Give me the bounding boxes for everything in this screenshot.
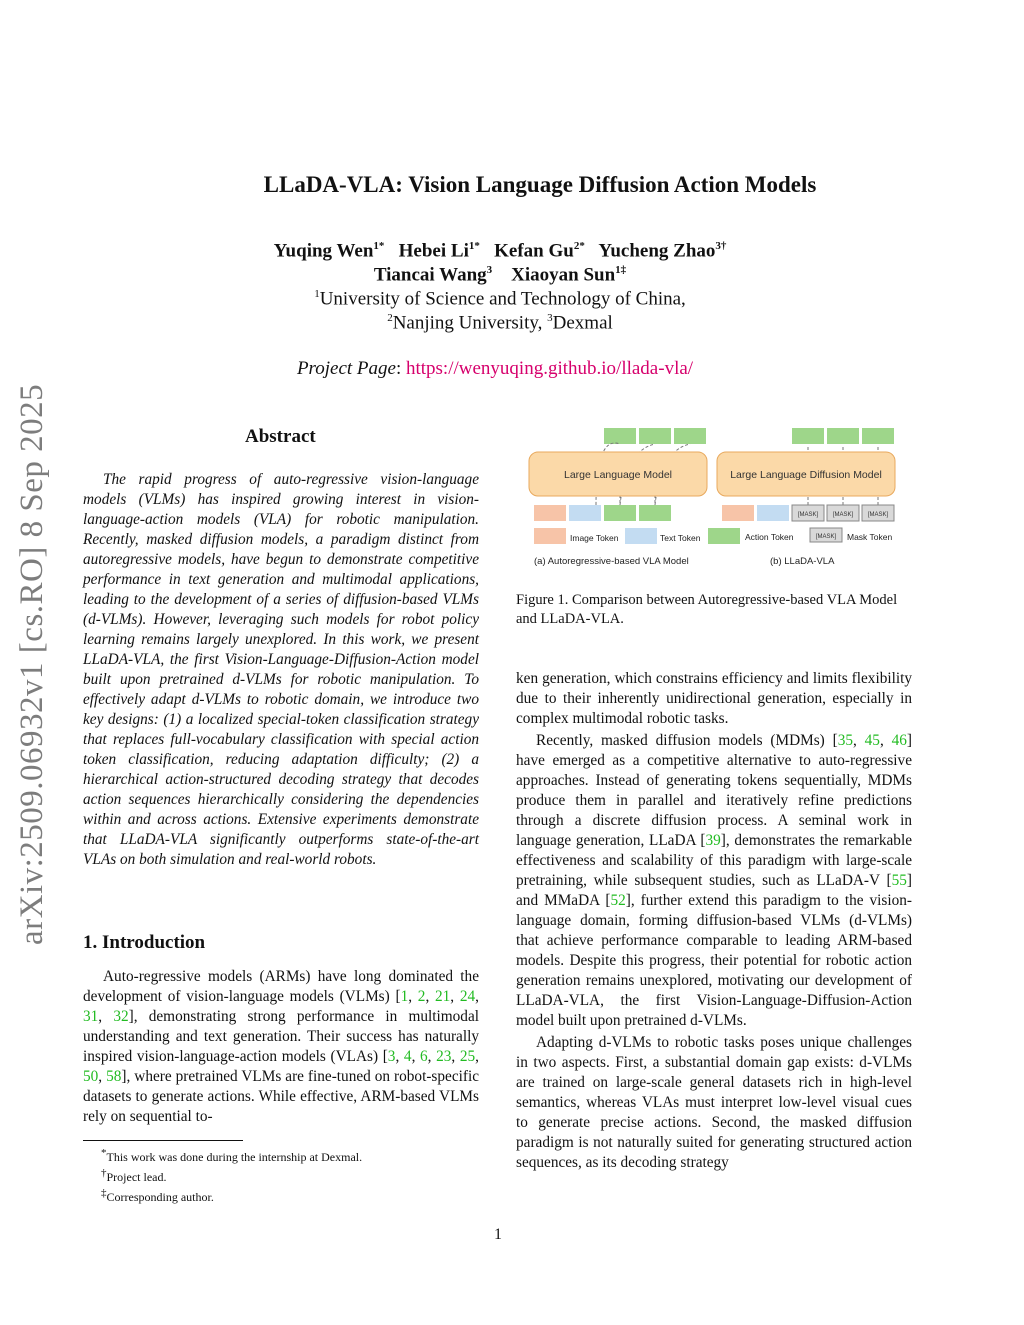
citation[interactable]: 32 [113,1008,129,1025]
text-token [569,505,601,521]
figure-caption: Figure 1. Comparison between Autoregressive-based VLA Model and LLaDA-VLA. [516,592,898,627]
page-number: 1 [494,1226,502,1243]
action-token [792,428,824,444]
action-token [862,428,894,444]
intro-paragraph: Auto-regressive models (ARMs) have long dominated the development of vision-language models (VLMs) [1, 2, 21, 24, 31, 32], demonstrating strong performance in multimodal understanding and text generation. Their success has naturally inspired vision-language-action models (VLAs) [3, 4, 6, 23, 25, 50, 58], where pretrained VLMs are fine-tuned on robot-specific datasets to generate actions. While effective, ARM-based VLMs rely on sequential to- [83,968,479,1125]
citation[interactable]: 31 [83,1008,99,1025]
author: Yuqing Wen [273,240,374,262]
author: Tiancai Wang [373,264,487,286]
citation[interactable]: 46 [891,732,907,749]
arxiv-stamp: arXiv:2509.06932v1 [cs.RO] 8 Sep 2025 [14,383,50,945]
lldm-label: Large Language Diffusion Model [730,469,882,481]
legend-text-swatch [625,528,657,544]
action-token [604,428,636,444]
citation[interactable]: 23 [436,1048,452,1065]
citation[interactable]: 1 [400,988,409,1005]
figure-1 [526,425,906,575]
intro-body [83,967,479,1127]
right-column [516,669,912,1173]
paragraph: ken generation, which constrains efficiency and limits flexibility due to their inherently unidirectional generation, especially in complex multimodal robotic tasks. [516,670,912,727]
citation[interactable]: 45 [864,732,880,749]
action-token [604,505,636,521]
svg-text:Action Token: Action Token [745,532,794,542]
citation[interactable]: 50 [83,1068,99,1085]
citation[interactable]: 21 [435,988,451,1005]
footnotes [83,1145,483,1205]
llm-label: Large Language Model [563,469,673,481]
affiliation-2: $^2$Nanjing University, $^3$Dexmal [387,312,613,334]
text-token [757,505,789,521]
author: Kefan Gu [494,240,574,262]
citation[interactable]: 25 [459,1048,476,1065]
footnote-rule [83,1140,243,1141]
action-token [674,428,706,444]
author-line-1: Yuqing Wen$^{1*}$ Hebei $Li^{1*}$ Kefan $Gu^{2*}$ Yucheng Zhao$^{3\dagger}$ [273,240,727,262]
abstract-body [83,470,479,870]
svg-text:Mask Token: Mask Token [847,532,893,542]
paragraph: Recently, masked diffusion models (MDMs) [35, 45, 46] have emerged as a competitive alternative to auto-regressive approaches. Instead of generating tokens sequentially, MDMs produce them in parallel and iteratively refine predictions through a discrete diffusion process. A seminal work in language generation, LLaDA [39], demonstrates the remarkable effectiveness and scalability of this paradigm with large-scale pretraining, while subsequent studies, such as LLaDA-V [55] and MMaDA [52], further extend this paradigm to the vision-language domain, forming diffusion-based VLMs (d-VLMs) that achieve performance comparable to leading ARM-based models. Despite this progress, their potential for robotic action generation remains unexplored, motivating our development of LLaDA-VLA, the first Vision-Language-Diffusion-Action model built upon pretrained d-VLMs. [516,732,913,1029]
svg-text:Text Token: Text Token [660,533,701,543]
abstract-text: The rapid progress of auto-regressive vision-language models (VLMs) has inspired growing interest in vision-language-action models (VLA) for robotic manipulation. Recently, masked diffusion models, a paradigm distinct from autoregressive models, have begun to demonstrate competitive performance in text generation and multimodal applications, leading to the development of a series of diffusion-based VLMs (d-VLMs). However, leveraging such models for robot policy learning remains largely unexplored. In this work, we present LLaDA-VLA, the first Vision-Language-Diffusion-Action model built upon pretrained d-VLMs for robotic manipulation. To effectively adapt d-VLMs to robotic domain, we introduce two key designs: (1) a localized special-token classification strategy that replaces full-vocabulary classification with special action token classification, reducing adaptation difficulty; (2) a hierarchical action-structured decoding strategy that decodes action sequences hierarchically considering the dependencies within and across actions. Extensive experiments demonstrate that LLaDA-VLA significantly outperforms state-of-the-art VLAs on both simulation and real-world robots. [83,471,479,868]
image-token [722,505,754,521]
paper-title: LLaDA-VLA: Vision Language Diffusion Action Models [263,172,817,197]
footnote: ‡Corresponding author. [101,1187,214,1204]
svg-text:[MASK]: [MASK] [815,534,837,540]
author: Hebei Li [398,240,469,262]
author: Yucheng Zhao [598,240,716,262]
project-link[interactable]: https://wenyuqing.github.io/llada-vla/ [405,358,694,379]
footnote: †Project lead. [101,1167,167,1184]
subcaption-b: (b) LLaDA-VLA [770,556,835,567]
image-token [534,505,566,521]
citation[interactable]: 6 [420,1048,428,1065]
abstract-heading: Abstract [245,426,316,447]
citation[interactable]: 2 [417,988,426,1005]
author-line-2: Tiancai Wang$^3$ Xiaoyan Sun$^{1\ddagger}$ [373,264,627,286]
legend-action-swatch [708,528,740,544]
citation[interactable]: 3 [387,1048,396,1065]
citation[interactable]: 35 [837,732,853,749]
citation[interactable]: 24 [459,988,476,1005]
svg-text:Image Token: Image Token [570,533,619,543]
subcaption-a: (a) Autoregressive-based VLA Model [534,556,689,567]
author: Xiaoyan Sun [511,264,616,286]
action-token [639,505,671,521]
citation[interactable]: 58 [106,1068,122,1085]
project-page: Project Page: https://wenyuqing.github.io/llada-vla/ [296,358,694,379]
action-token [827,428,859,444]
svg-text:[MASK]: [MASK] [867,512,889,518]
affiliation-1: $^1$University of Science and Technology of China, [314,288,686,310]
citation[interactable]: 4 [403,1048,412,1065]
intro-heading: 1. Introduction [83,932,206,953]
svg-text:[MASK]: [MASK] [797,512,819,518]
footnote: *This work was done during the internship at Dexmal. [101,1147,363,1164]
paragraph: Adapting d-VLMs to robotic tasks poses unique challenges in two aspects. First, a substantial domain gap exists: d-VLMs are trained on large-scale general datasets rich in high-level semantics, whereas VLAs must interpret low-level visual cues to generate precise actions. Second, the masked diffusion paradigm is not naturally suited for generating structured action sequences, as its decoding strategy [516,1034,912,1171]
legend-image-swatch [534,528,566,544]
action-token [639,428,671,444]
svg-text:[MASK]: [MASK] [832,512,854,518]
